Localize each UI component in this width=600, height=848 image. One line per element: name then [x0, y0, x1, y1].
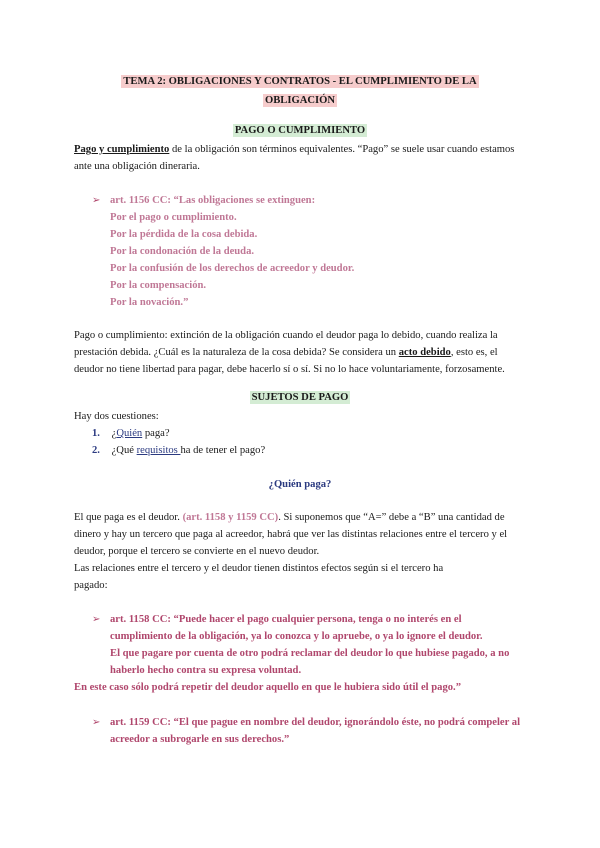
bullet-arrow-icon: ➢	[92, 614, 101, 625]
section-heading-pago: PAGO O CUMPLIMIENTO	[234, 125, 366, 136]
para-quien-line-4: Las relaciones entre el tercero y el deudor tienen distintos efectos según si el tercero ha	[74, 563, 444, 574]
quote-1156-line-4: Por la condonación de la deuda.	[110, 246, 255, 257]
para-pago-line-3: deudor no tiene libertad para pagar, debe hacerlo sí o sí. Si no lo hace voluntariamente, forzosamente.	[74, 364, 505, 375]
list-item: 1. ¿Quién paga?	[92, 428, 170, 439]
quote-1158-line-3: El que pagare por cuenta de otro podrá reclamar del deudor lo que hubiese pagado, a no	[110, 648, 510, 659]
underlined-term: Pago y cumplimiento	[74, 144, 170, 155]
list-item: 2. ¿Qué requisitos ha de tener el pago?	[92, 445, 266, 456]
para-quien-line-2: dinero y hay un tercero que paga al acreedor, habrá que ver las distintas relaciones entre el tercero y el	[74, 529, 508, 540]
bullet-arrow-icon: ➢	[92, 717, 101, 728]
quote-1159-line-1: art. 1159 CC: “El que pague en nombre del deudor, ignorándolo éste, no podrá compeler al	[110, 717, 521, 728]
quote-1156-line-5: Por la confusión de los derechos de acreedor y deudor.	[110, 263, 355, 274]
quote-1158-line-1: art. 1158 CC: “Puede hacer el pago cualquier persona, tenga o no interés en el	[110, 614, 462, 625]
quote-1158-last-line: En este caso sólo podrá repetir del deudor aquello en que le hubiera sido útil el pago.”	[74, 682, 461, 693]
intro-line-2: ante una obligación dineraria.	[74, 161, 200, 172]
article-reference: (art. 1158 y 1159 CC)	[182, 512, 279, 523]
quote-1156-line-6: Por la compensación.	[110, 280, 207, 291]
subheading-quien-paga: ¿Quién paga?	[268, 479, 332, 490]
bullet-arrow-icon: ➢	[92, 195, 101, 206]
quote-1156-line-1: art. 1156 CC: “Las obligaciones se extinguen:	[110, 195, 316, 206]
quote-1158-line-4: haberlo hecho contra su expresa voluntad.	[110, 665, 302, 676]
para-quien-line-1: El que paga es el deudor. (art. 1158 y 1159 CC). Si suponemos que “A=” debe a “B” una cantidad de	[74, 512, 505, 523]
quote-1156-line-2: Por el pago o cumplimiento.	[110, 212, 237, 223]
section-heading-sujetos: SUJETOS DE PAGO	[251, 392, 349, 403]
requisitos-link[interactable]: requisitos	[136, 445, 181, 456]
document-title-line-1: TEMA 2: OBLIGACIONES Y CONTRATOS - EL CUMPLIMIENTO DE LA	[123, 76, 477, 87]
quote-1156-line-7: Por la novación.”	[110, 297, 189, 308]
underlined-term: acto debido	[398, 347, 451, 358]
document-title-line-2: OBLIGACIÓN	[264, 95, 336, 106]
para-quien-line-5: pagado:	[74, 580, 108, 591]
intro-line-1: Pago y cumplimiento de la obligación son términos equivalentes. “Pago” se suele usar cuando estamos	[74, 144, 515, 155]
para-quien-line-3: deudor, porque el tercero se convierte en el nuevo deudor.	[74, 546, 320, 557]
sujetos-intro: Hay dos cuestiones:	[74, 411, 159, 422]
quote-1158-line-2: cumplimiento de la obligación, ya lo conozca y lo apruebe, o ya lo ignore el deudor.	[110, 631, 483, 642]
para-pago-line-2: prestación debida. ¿Cuál es la naturaleza de la cosa debida? Se considera un acto debido, esto es, el	[74, 347, 498, 358]
para-pago-line-1: Pago o cumplimiento: extinción de la obligación cuando el deudor paga lo debido, cuando realiza la	[74, 330, 498, 341]
quien-link[interactable]: Quién	[116, 428, 143, 439]
quote-1156-line-3: Por la pérdida de la cosa debida.	[110, 229, 258, 240]
quote-1159-line-2: acreedor a subrogarle en sus derechos.”	[110, 734, 290, 745]
